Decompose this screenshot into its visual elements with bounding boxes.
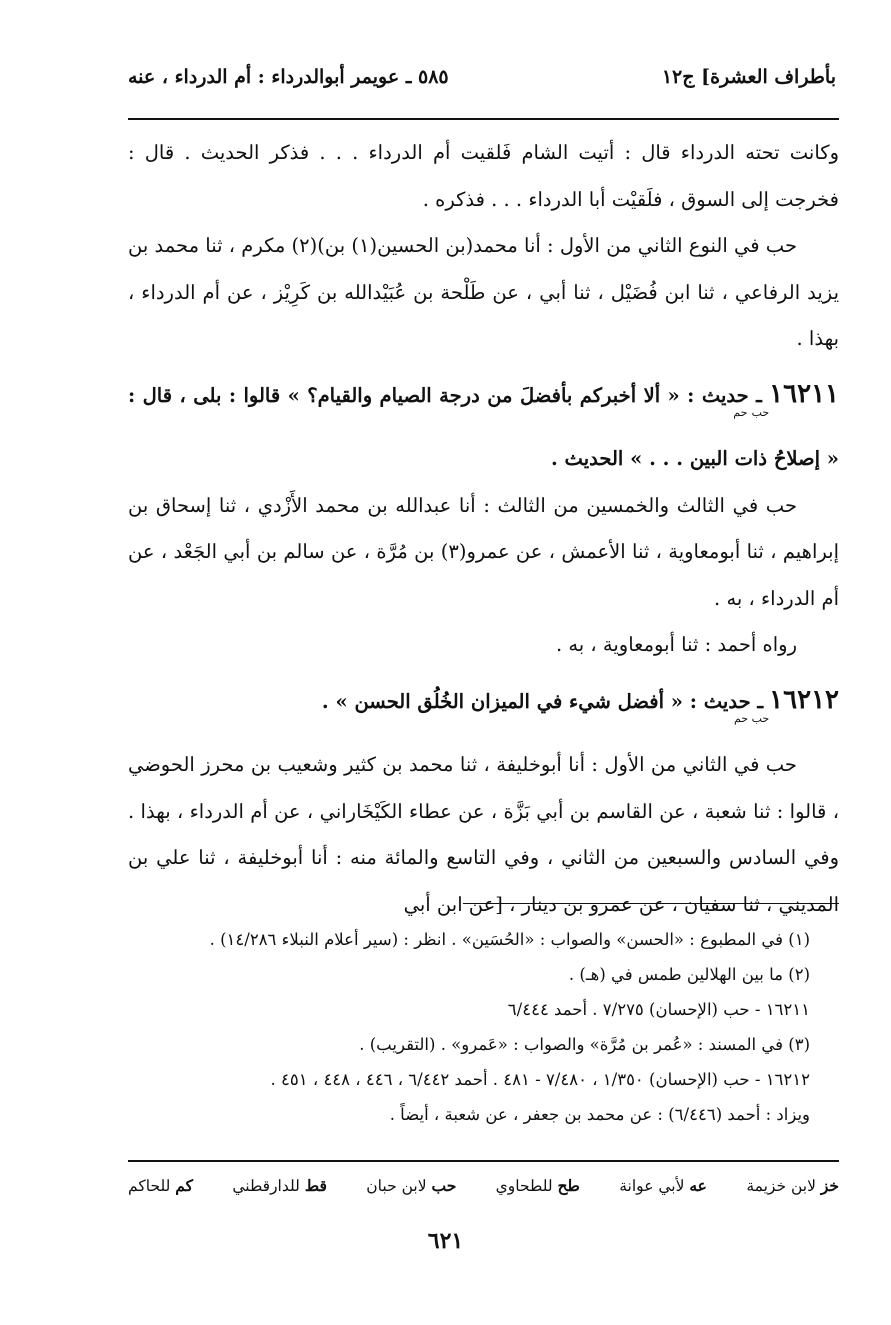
hadith-entry [128,677,839,743]
page-number: ٦٢١ [427,1228,464,1254]
legend-item: خز لابن خزيمة [746,1176,839,1195]
legend-item: عه لأبي عوانة [619,1176,707,1195]
footnotes [128,922,828,1132]
header-book-title: بأطراف العشرة] ج١٢ [661,66,836,88]
paragraph: حب في الثالث والخمسين من الثالث : أنا عبدالله بن محمد الأَزْدي ، ثنا إسحاق بن إبراهيم ، ثنا أبومعاوية ، ثنا الأعمش ، عن عمرو(٣) بن مُرَّة ، عن سالم بن أبي الجَعْد ، عن أم الدرداء ، به . [128,493,839,610]
paragraph: رواه أحمد : ثنا أبومعاوية ، به . [555,633,797,656]
legend-item: قط للدارقطني [232,1176,327,1195]
footnote: (٢) ما بين الهلالين طمس في (هـ) . [568,965,810,984]
legend-rule [128,1160,839,1162]
footnote: (١) في المطبوع : «الحسن» والصواب : «الحُسَين» . انظر : (سير أعلام النبلاء ١٤/٢٨٦) . [209,930,810,949]
hadith-source-tag: حب حم [733,711,770,725]
footnote: ١٦٢١٢ - حب (الإحسان) ١/٣٥٠ ، ٧/٤٨٠ - ٤٨١ . أحمد ٦/٤٤٢ ، ٤٤٦ ، ٤٤٨ ، ٤٥١ . [270,1070,810,1089]
footnote: ١٦٢١١ - حب (الإحسان) ٧/٢٧٥ . أحمد ٦/٤٤٤ [507,1000,810,1019]
legend-item: طح للطحاوي [495,1176,580,1195]
legend-item: حب لابن حبان [366,1176,457,1195]
legend-item: كم للحاكم [128,1176,193,1195]
paragraph: حب في الثاني من الأول : أنا أبوخليفة ، ثنا محمد بن كثير وشعيب بن محرز الحوضي ، قالوا : ثنا شعبة ، عن القاسم بن أبي بَزَّة ، عن عطاء الكَيْخَاراني ، عن أم الدرداء ، بهذا . وفي السادس والسبعين من الثاني ، وفي التاسع والمائة منه : أنا أبوخليفة ، ثنا علي بن المديني ، ثنا سفيان ، عن عمرو بن دينار ، [عن ابن أبي [128,753,839,916]
hadith-text: ـ حديث : « ألا أخبركم بأفضلَ من درجة الصيام والقيام؟ » قالوا : بلى ، قال : « إصلاحُ ذات البين . . . » الحديث . [128,383,839,470]
main-text [128,130,839,928]
header-rule [128,118,839,120]
hadith-entry [128,371,839,483]
running-header [128,66,836,88]
hadith-number: ١٦٢١٢ [769,684,839,715]
footnote: (٣) في المسند : «عُمر بن مُرَّة» والصواب : «عَمرو» . (التقريب) . [359,1035,810,1054]
hadith-text: ـ حديث : « أفضل شيء في الميزان الخُلُق الحسن » . [321,689,764,713]
paragraph: وكانت تحته الدرداء قال : أتيت الشام فَلقيت أم الدرداء . . . فذكر الحديث . قال : فخرجت إلى السوق ، فلَقيْت أبا الدرداء . . . فذكره . [128,141,839,211]
header-section-title: ٥٨٥ ـ عويمر أبوالدرداء : أم الدرداء ، عنه [128,66,449,88]
abbreviation-legend [128,1176,839,1195]
paragraph: حب في النوع الثاني من الأول : أنا محمد(بن الحسين(١) بن)(٢) مكرم ، ثنا محمد بن يزيد الرفاعي ، ثنا ابن فُضَيْل ، ثنا أبي ، عن طَلْحة بن عُبَيْدالله بن كَرِيْز ، عن أم الدرداء ، بهذا . [128,234,839,350]
hadith-number: ١٦٢١١ [769,378,839,409]
hadith-source-tag: حب حم [733,405,770,419]
footnote: ويزاد : أحمد (٦/٤٤٦) : عن محمد بن جعفر ، عن شعبة ، أيضاً . [389,1105,810,1124]
footnote-rule [463,903,839,904]
